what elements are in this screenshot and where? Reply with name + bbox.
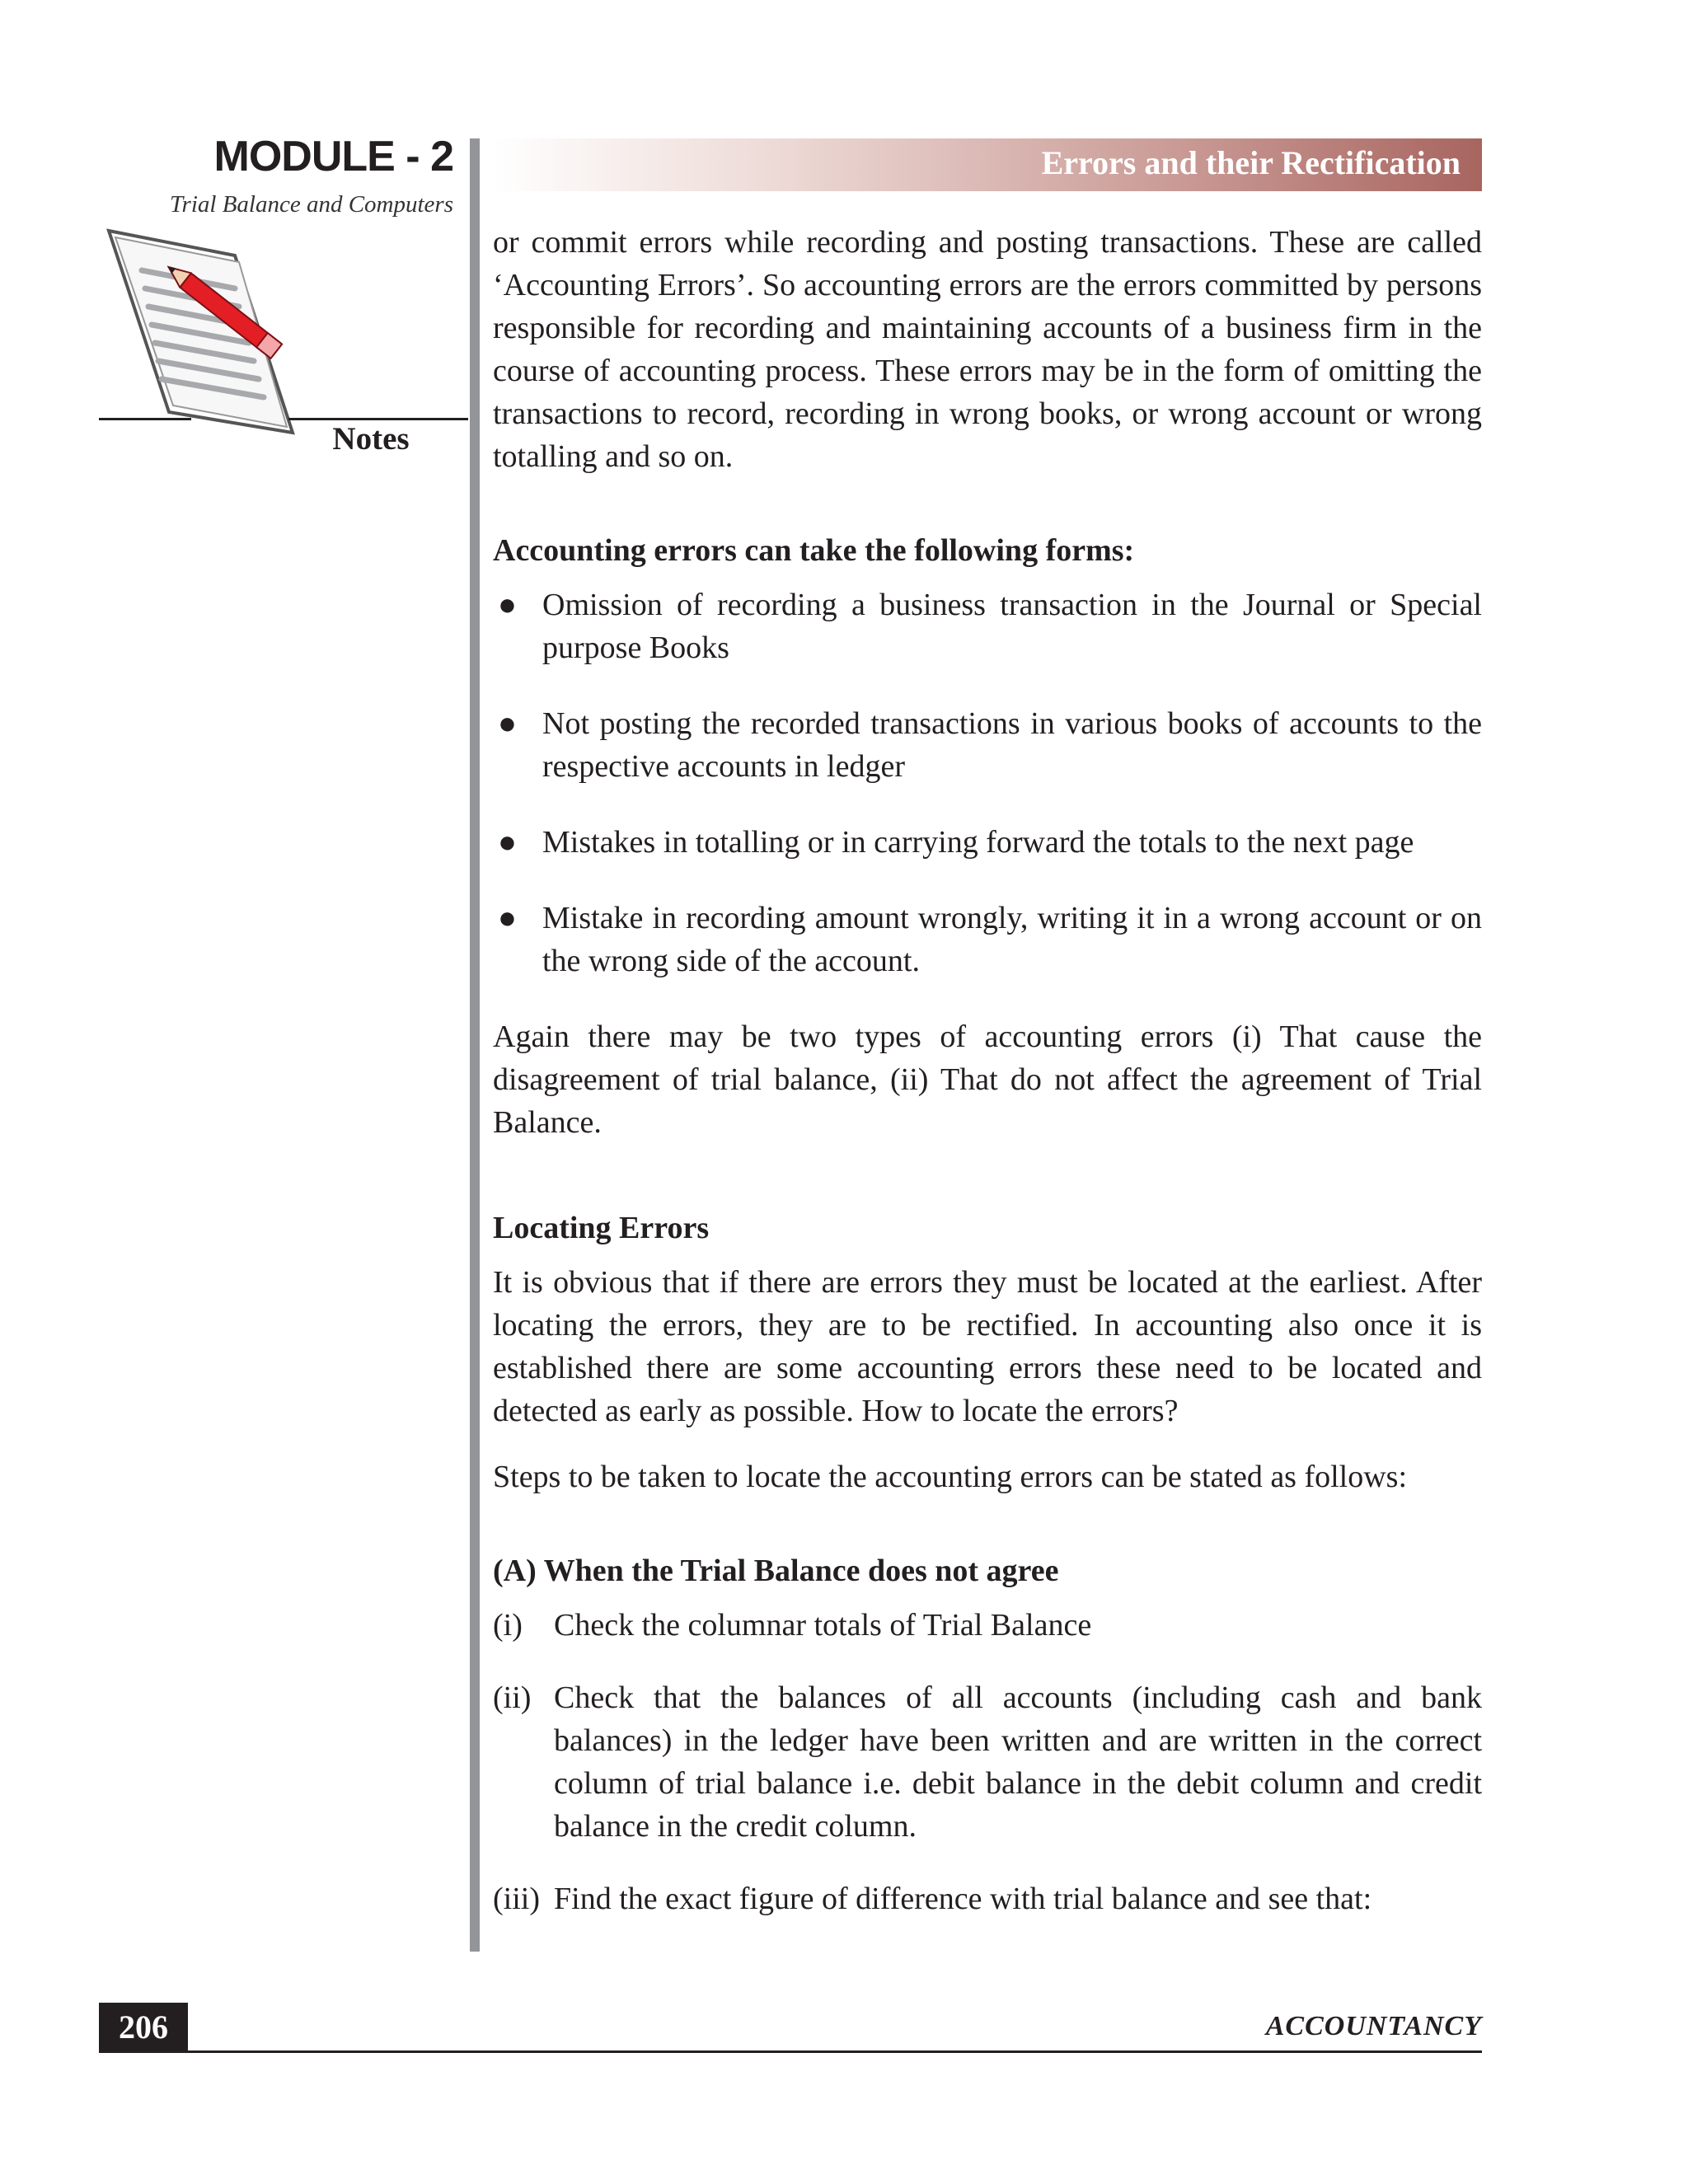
page-number: 206 <box>99 2003 188 2052</box>
bullet-icon: ● <box>498 901 517 935</box>
margin-divider <box>470 138 480 1952</box>
step-number: (iii) <box>493 1882 540 1916</box>
intro-paragraph: or commit errors while recording and posting transactions. These are called ‘Accounting Errors’. So accounting errors are the errors committed by persons responsible for recording and maintaining accounts of a business firm in the course of accounting process. These errors may be in the form of omitting the transactions to record, recording in wrong books, or wrong account or wrong totalling and so on. <box>493 225 1482 474</box>
step-number: (i) <box>493 1608 523 1643</box>
step-text: Find the exact figure of difference with trial balance and see that: <box>554 1882 1372 1916</box>
locating-paragraph: It is obvious that if there are errors they must be located at the earliest. After locating the errors, they are to be rectified. In accounting also once it is established there are some accounting errors these need to be located and detected as early as possible. How to locate the errors? <box>493 1265 1482 1428</box>
step-item <box>493 1877 1482 1920</box>
error-types-paragraph: Again there may be two types of accounting errors (i) That cause the disagreement of trial balance, (ii) That do not affect the agreement of Trial Balance. <box>493 1019 1482 1140</box>
page-content <box>493 221 1482 1920</box>
chapter-title: Errors and their Rectification <box>1041 144 1461 181</box>
list-item <box>493 583 1482 669</box>
list-item <box>493 821 1482 864</box>
steps-paragraph: Steps to be taken to locate the accounting errors can be stated as follows: <box>493 1460 1408 1494</box>
list-item-text: Omission of recording a business transaction in the Journal or Special purpose Books <box>542 588 1482 665</box>
step-item <box>493 1676 1482 1848</box>
step-text: Check the columnar totals of Trial Balance <box>554 1608 1092 1643</box>
list-item-text: Not posting the recorded transactions in various books of accounts to the respective accounts in ledger <box>542 706 1482 784</box>
list-item <box>493 702 1482 788</box>
section-a-heading: (A) When the Trial Balance does not agree <box>493 1554 1059 1588</box>
bullet-icon: ● <box>498 706 517 741</box>
step-number: (ii) <box>493 1680 532 1715</box>
module-title: MODULE - 2 <box>213 133 453 180</box>
notes-rule-left <box>99 418 191 420</box>
step-text: Check that the balances of all accounts (including cash and bank balances) in the ledger have been written and are written in the correct column of trial balance i.e. debit balance in the debit column and credit balance in the credit column. <box>554 1680 1482 1844</box>
footer-subject: ACCOUNTANCY <box>1265 2011 1482 2041</box>
footer-rule <box>99 2050 1482 2053</box>
forms-heading: Accounting errors can take the following forms: <box>493 533 1135 568</box>
bullet-icon: ● <box>498 588 517 622</box>
list-item <box>493 897 1482 982</box>
locating-heading: Locating Errors <box>493 1211 710 1245</box>
list-item-text: Mistakes in totalling or in carrying forward the totals to the next page <box>542 825 1414 860</box>
list-item-text: Mistake in recording amount wrongly, writing it in a wrong account or on the wrong side of the account. <box>542 901 1482 978</box>
chapter-header <box>493 138 1482 191</box>
bullet-icon: ● <box>498 825 517 860</box>
step-item <box>493 1604 1482 1647</box>
notes-label: Notes <box>332 421 410 457</box>
module-subtitle: Trial Balance and Computers <box>170 191 453 218</box>
